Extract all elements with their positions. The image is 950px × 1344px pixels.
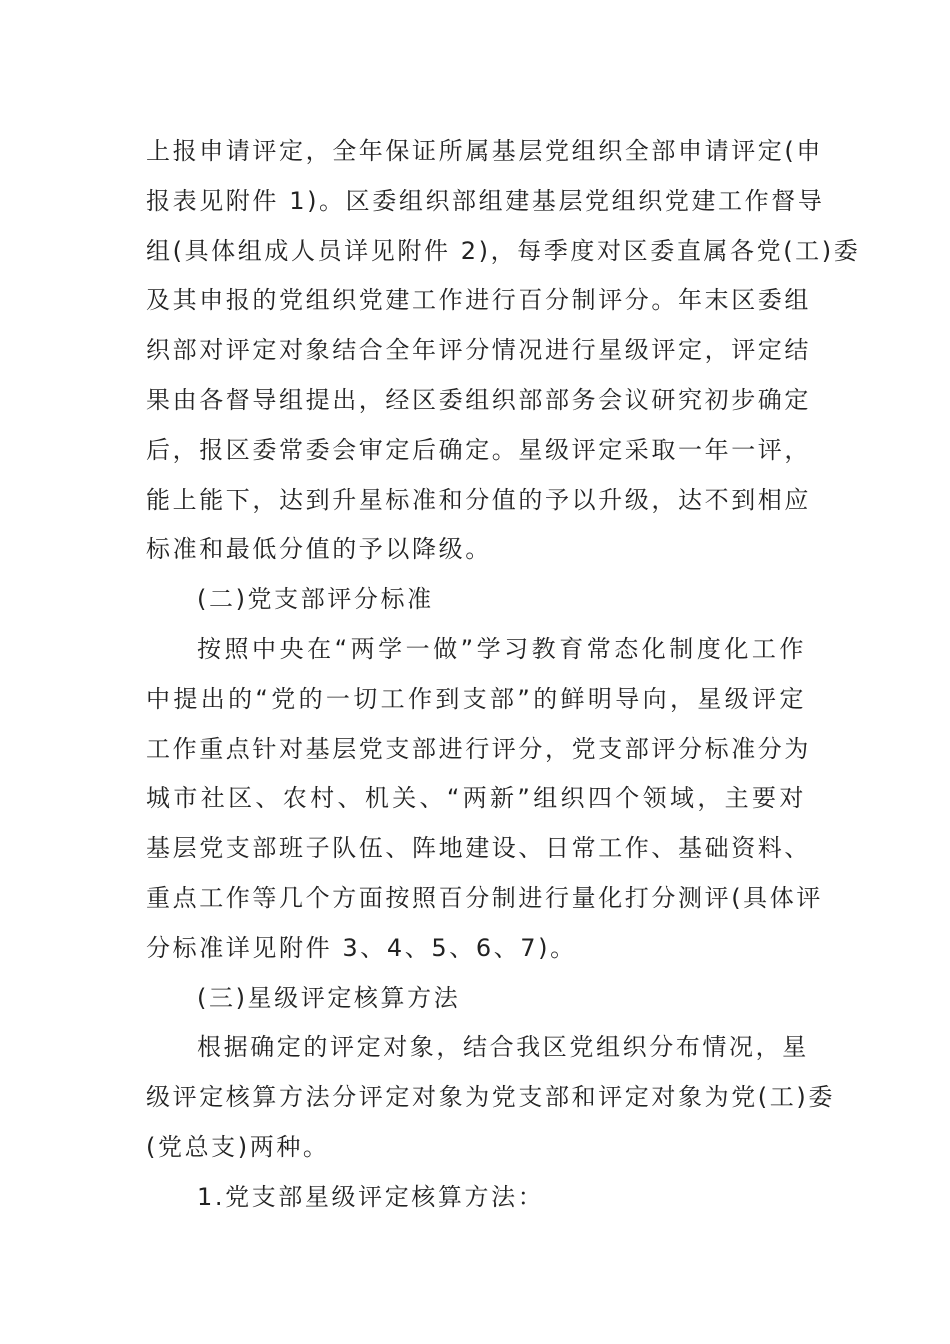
- paragraph-line: 按照中央在“两学一做”学习教育常态化制度化工作: [197, 634, 806, 663]
- paragraph-line: 果由各督导组提出，经区委组织部部务会议研究初步确定: [146, 385, 811, 414]
- paragraph-line: 根据确定的评定对象，结合我区党组织分布情况，星: [197, 1033, 809, 1062]
- paragraph-line: (党总支)两种。: [146, 1132, 330, 1161]
- paragraph-line: 城市社区、农村、机关、“两新”组织四个领域，主要对: [146, 784, 806, 813]
- paragraph-line: 基层党支部班子队伍、阵地建设、日常工作、基础资料、: [146, 834, 811, 863]
- paragraph-line: 级评定核算方法分评定对象为党支部和评定对象为党(工)委: [146, 1083, 835, 1112]
- subsection-heading: 1.党支部星级评定核算方法：: [197, 1182, 545, 1211]
- document-body: [146, 127, 861, 1223]
- paragraph-line: 重点工作等几个方面按照百分制进行量化打分测评(具体评: [146, 883, 823, 912]
- section-heading: (二)党支部评分标准: [197, 585, 434, 614]
- paragraph-line: 组(具体组成人员详见附件 2)，每季度对区委直属各党(工)委: [146, 236, 861, 265]
- paragraph-line: 织部对评定对象结合全年评分情况进行星级评定，评定结: [146, 336, 811, 365]
- paragraph-line: 标准和最低分值的予以降级。: [146, 535, 492, 564]
- paragraph-line: 能上能下，达到升星标准和分值的予以升级，达不到相应: [146, 485, 811, 514]
- paragraph-line: 报表见附件 1)。区委组织部组建基层党组织党建工作督导: [146, 186, 825, 215]
- section-heading: (三)星级评定核算方法: [197, 983, 461, 1012]
- paragraph-line: 后，报区委常委会审定后确定。星级评定采取一年一评，: [146, 435, 811, 464]
- paragraph-line: 上报申请评定，全年保证所属基层党组织全部申请评定(申: [146, 137, 823, 165]
- paragraph-line: 中提出的“党的一切工作到支部”的鲜明导向，星级评定: [146, 684, 806, 713]
- paragraph-line: 分标准详见附件 3、4、5、6、7)。: [146, 933, 577, 962]
- paragraph-line: 及其申报的党组织党建工作进行百分制评分。年末区委组: [146, 286, 811, 315]
- paragraph-line: 工作重点针对基层党支部进行评分，党支部评分标准分为: [146, 734, 811, 763]
